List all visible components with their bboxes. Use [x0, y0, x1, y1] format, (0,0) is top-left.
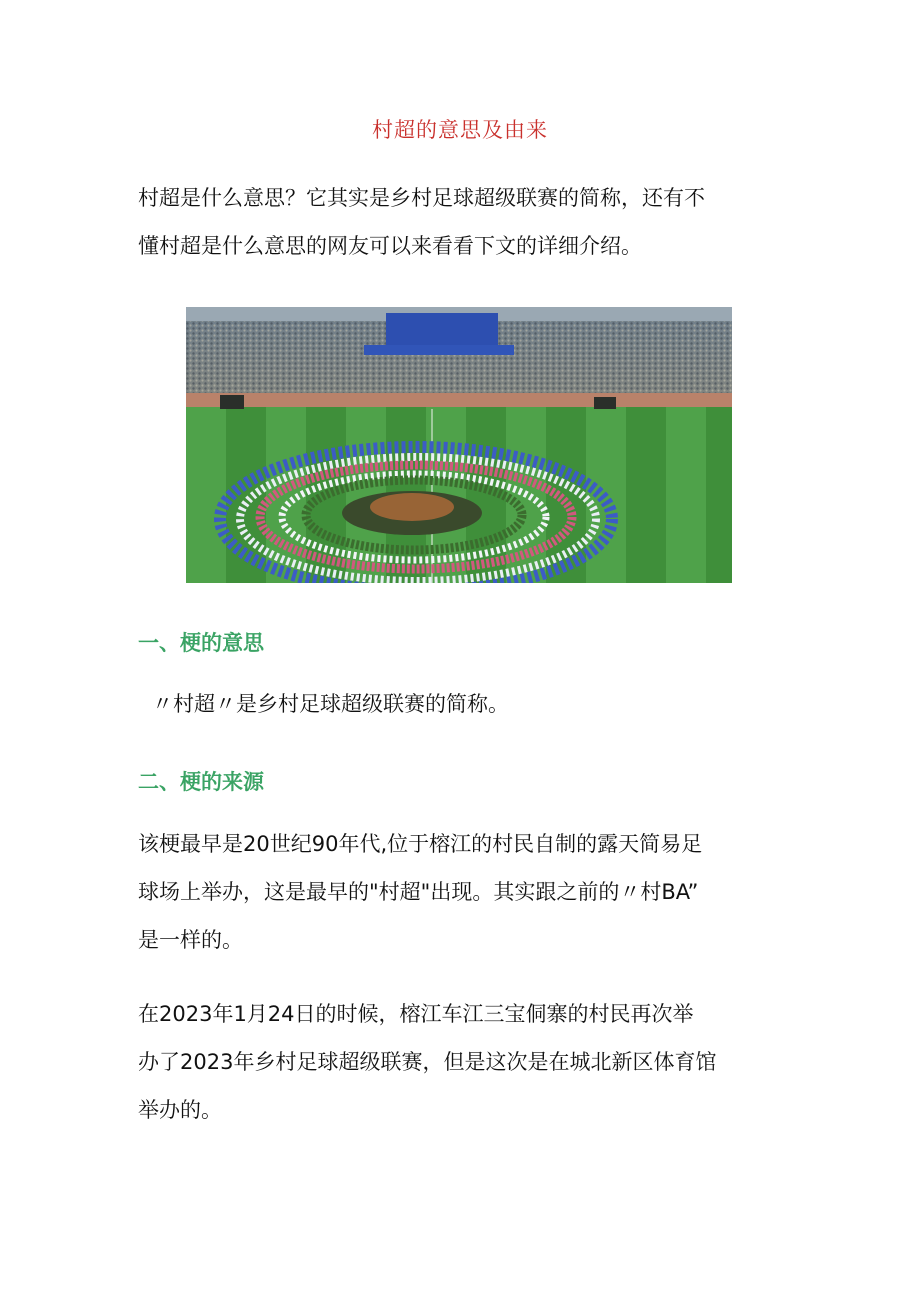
intro-line-1: 村超是什么意思？它其实是乡村足球超级联赛的简称，还有不 [138, 186, 705, 210]
stadium-photo [186, 307, 732, 583]
section-2-paragraph-2 [138, 990, 788, 1134]
section-2-p2-line-1: 在2023年1月24日的时候，榕江车江三宝侗寨的村民再次举 [138, 1002, 694, 1026]
article-title: 村超的意思及由来 [372, 118, 548, 142]
section-2-p2-line-2: 办了2023年乡村足球超级联赛，但是这次是在城北新区体育馆 [138, 1050, 717, 1074]
section-1-body [152, 680, 802, 728]
section-2-p1-line-3: 是一样的。 [138, 928, 243, 952]
section-2-p2-line-3: 举办的。 [138, 1098, 222, 1122]
intro-line-2: 懂村超是什么意思的网友可以来看看下文的详细介绍。 [138, 234, 642, 258]
section-2-p1-line-1: 该梗最早是20世纪90年代,位于榕江的村民自制的露天简易足 [138, 832, 703, 856]
section-2-heading: 二、梗的来源 [138, 770, 264, 794]
section-1-line-1: 〃村超〃是乡村足球超级联赛的简称。 [152, 692, 509, 716]
intro-paragraph [138, 174, 788, 270]
section-1-heading: 一、梗的意思 [138, 631, 264, 655]
section-2-p1-line-2: 球场上举办，这是最早的"村超"出现。其实跟之前的〃村BA” [138, 880, 699, 904]
section-2-paragraph-1 [138, 820, 788, 964]
